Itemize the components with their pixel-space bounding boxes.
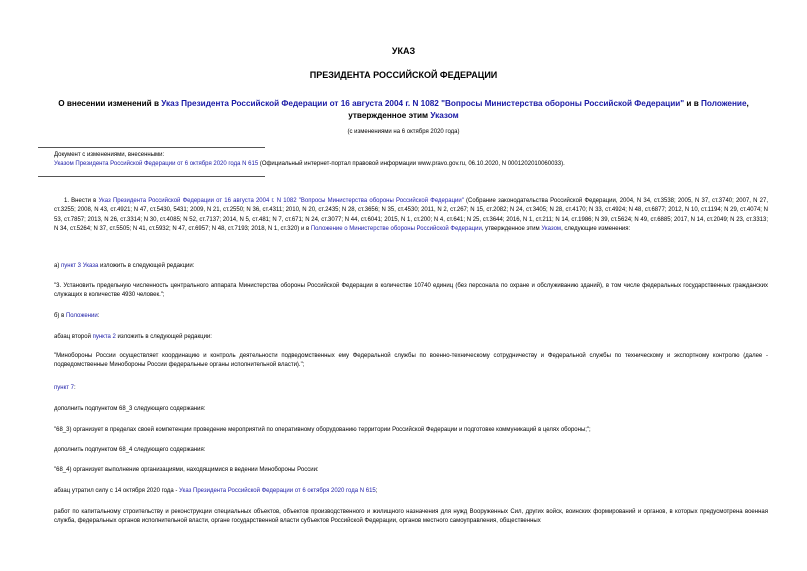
paragraph-text: абзац второй	[54, 334, 93, 340]
paragraph-text: а)	[54, 263, 62, 269]
amending-decree-link[interactable]: Указом Президента Российской Федерации от 6 октября 2020 года N 615	[54, 161, 259, 167]
amendments-info	[54, 151, 565, 169]
paragraph-works: работ по капитальному строительству и реконструкции специальных объектов, объектов производственного и жилищного назначения для нужд Вооруженных Сил, других войск, воинских формирований и органов, в которых предусмотрена военная служба, федеральных органов исполнительной власти, органе государственной власти субъектов Российской Федерации, органов местного самоуправления, общественных	[54, 509, 768, 525]
paragraph-68-3: "68_3) организует в пределах своей компетенции проведение мероприятий по оперативному оборудованию территории Российской Федерации и подготовке коммуникаций в целях обороны;";	[54, 427, 591, 433]
amendments-heading: Документ с изменениями, внесенными:	[54, 152, 165, 158]
document-title: УКАЗ	[391, 46, 416, 56]
amending-decree-link[interactable]: Указ Президента Российской Федерации от 6 октября 2020 года N 615	[179, 488, 376, 494]
decree-link[interactable]: Указ Президента Российской Федерации от 16 августа 2004 г. N 1082 "Вопросы Министерства обороны Российской Федерации"	[98, 198, 464, 204]
paragraph-text: ;	[375, 488, 378, 494]
subject-text: О внесении изменений в	[58, 99, 162, 108]
subject-text: , утвержденное этим	[348, 99, 749, 120]
document-subject	[40, 98, 767, 122]
paragraph-abzac	[54, 333, 768, 342]
paragraph-1	[54, 197, 768, 235]
edition-note: (с изменениями на 6 октября 2020 года)	[347, 129, 460, 135]
regulation-link[interactable]: Положение о Министерстве обороны Российской Федерации	[310, 226, 482, 233]
paragraph-text: :	[74, 385, 76, 391]
paragraph-text: 1. Внести в	[64, 198, 99, 204]
paragraph-text: абзац утратил силу с 14 октября 2020 года -	[54, 488, 180, 494]
paragraph-68-4: "68_4) организует выполнение организациями, находящимися в ведении Минобороны России:	[54, 467, 319, 473]
divider	[38, 176, 265, 177]
paragraph-text: , утвержденное этим	[481, 226, 542, 233]
clause-2-link[interactable]: пункта 2	[92, 334, 116, 340]
subject-link-regulation[interactable]: Положение	[701, 99, 747, 108]
paragraph-repealed	[54, 487, 768, 496]
subject-link-decree-short[interactable]: Указом	[430, 111, 459, 120]
amendments-source: (Официальный интернет-портал правовой информации www.pravo.gov.ru, 06.10.2020, N 0001202010060033).	[258, 161, 565, 167]
paragraph-text: :	[97, 313, 100, 319]
paragraph-add-68-3: дополнить подпунктом 68_3 следующего содержания:	[54, 406, 206, 412]
paragraph-text: , следующие изменения:	[561, 226, 631, 233]
subject-link-decree[interactable]: Указ Президента Российской Федерации от 16 августа 2004 г. N 1082 "Вопросы Министерства обороны Российской Федерации"	[161, 99, 685, 108]
document-issuer: ПРЕЗИДЕНТА РОССИЙСКОЙ ФЕДЕРАЦИИ	[309, 70, 498, 80]
paragraph-clause-7	[54, 384, 768, 393]
clause-7-link[interactable]: пункт 7	[54, 385, 75, 391]
paragraph-text: (Собрание законодательства Российской Федерации, 2004, N 34, ст.3538; 2005, N 37, ст.3740; 2007, N 27, ст.3255; 2008, N 43, ст.4921; N 47, ст.5430, 5431; 2009, N 21, ст.2550; N 36, ст.4311; 2010, N 20, ст.2435; N 28, ст.3656; N 35, ст.4530; 2011, N 2, ст.267; N 15, ст.2082; N 24, ст.3405; N 28, ст.4170; N 33, ст.4924; N 48, ст.6877; 2012, N 10, ст.1194; N 29, ст.4074; N 53, ст.7857; 2013, N 26, ст.3314; N 30, ст.4085; N 52, ст.7137; 2014, N 5, ст.481; N 7, ст.671; N 24, ст.3077; N 44, ст.6041; 2015, N 1, ст.200; N 4, ст.641; N 25, ст.3644; 2016, N 1, ст.211; N 14, ст.1986; N 39, ст.5624; N 49, ст.6885; 2017, N 14, ст.2049; N 23, ст.3313; N 34, ст.5264; N 37, ст.5505; N 41, ст.5932; N 47, ст.6957; N 48, ст.7193; 2018, N 1, ст.320) и в	[54, 198, 768, 233]
regulation-link[interactable]: Положении	[65, 313, 98, 319]
paragraph-text: б) в	[54, 313, 66, 319]
paragraph-text: изложить в следующей редакции:	[98, 263, 195, 269]
clause-3-link[interactable]: пункт 3 Указа	[61, 263, 99, 269]
divider	[38, 147, 265, 148]
subject-text: и в	[684, 99, 702, 108]
paragraph-add-68-4: дополнить подпунктом 68_4 следующего содержания:	[54, 447, 206, 453]
paragraph-a	[54, 262, 768, 271]
paragraph-clause-3: "3. Установить предельную численность центрального аппарата Министерства обороны Российской Федерации в количестве 10740 единиц (без персонала по охране и обслуживанию зданий), в том числе федеральных государственных гражданских служащих в количестве 4930 человек.";	[54, 283, 768, 299]
paragraph-coordination: "Минобороны России осуществляет координацию и контроль деятельности подведомственных ему Федеральной службы по военно-техническому сотрудничеству и Федеральной службы по техническому и экспортному контролю (далее - подведомственные Минобороны России федеральные органы исполнительной власти).";	[54, 353, 768, 369]
paragraph-b	[54, 312, 768, 321]
paragraph-text: изложить в следующей редакции:	[115, 334, 212, 340]
decree-short-link[interactable]: Указом	[541, 226, 562, 233]
